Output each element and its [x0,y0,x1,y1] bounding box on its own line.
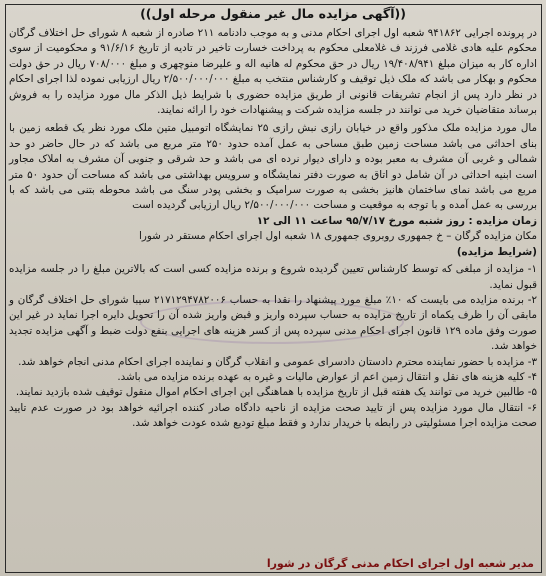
condition-item: ۳- مزایده با حضور نماینده محترم دادستان دادسرای عمومی و انقلاب گرگان و نماینده اجرای احکام مدنی انجام خواهد شد. [18,355,537,368]
property-description: مال مورد مزایده ملک مذکور واقع در خیابان رازی نبش رازی ۲۵ نمایشگاه اتومبیل متین ملک مورد نظر یک قطعه زمین با بنای احداثی می باشد مساحت زمین طبق مساحی به عمل آمده حدود ۲۵۰ متر مربع می باشد که در حال حاضر دو حد شمالی و غربی آن مشرف به معبر بوده و دارای دیوار نرده ای می باشد و حد شرقی و جنوبی آن مشرف به املاک مجاور است ابنیه احداثی در آن شامل دو اتاق به صورت دفتر نمایشگاه و سرویس بهداشتی می باشد که مساحت آن حدود ۵۰ متر مربع می باشد نمای ساختمان هانیز بخشی به صورت سرامیک و بخشی پودر سنگ می باشد محوطه بتنی می باشد که با بررسی به عمل آمده و با توجه به موقعیت و مساحت ۲/۵۰۰/۰۰۰/۰۰۰ ریال ارزیابی گردیده است [9,122,538,212]
conditions-heading: (شرایط مزایده) [456,245,537,258]
condition-item: ۲- برنده مزایده می بایست که ۱۰٪ مبلغ مورد پیشنهاد را نقدا به حساب ۲۱۷۱۲۹۴۷۸۲۰۰۶ سیبا شورای حل اختلاف گرگان و مابقی آن را ظرف یکماه از تاریخ مزایده به حساب سپرده واریز و قبض واریز شده آن را تحویل دایره اجرا نماید در غیر این صورت وفق ماده ۱۲۹ قانون اجرای احکام مدنی سپرده پس از کسر هزینه های اجرایی بنفع دولت ضبط و آگهی مزایده تجدید خواهد شد. [9,293,537,353]
conditions-list [9,262,537,431]
condition-item: ۱- مزایده از مبلغی که توسط کارشناس تعیین گردیده شروع و برنده مزایده کسی است که بالاترین مبلغ را در جلسه مزایده قبول نماید. [9,263,537,291]
auction-date: زمان مزایده : روز شنبه مورخ ۹۵/۷/۱۷ ساعت ۱۱ الی ۱۲ [256,214,537,227]
notice-title: ((آگهی مزایده مال غیر منقول مرحله اول)) [140,6,406,21]
condition-item: ۴- کلیه هزینه های نقل و انتقال زمین اعم از عوارض مالیات و غیره به عهده برنده مزایده می باشد. [117,370,537,383]
intro-paragraph: در پرونده اجرایی ۹۴۱۸۶۲ شعبه اول اجرای احکام مدنی و به موجب دادنامه ۲۱۱ صادره از شعبه ۸ شورای حل اختلاف گرگان محکوم علیه هادی غلامی فرزند ف غلامعلی محکوم به پرداخت خسارت تاخیر در تادیه از تاریخ ۹۱/۶/۱۶ و محکومیت از سوی اداره کار به میزان مبلغ ۱۹/۴۰۸/۹۴۱ ریال در حق محکوم له هانیه اله و علیرضا منوچهری و مبلغ ۷۰۸/۰۰۰ ریال در حق دولت محکوم و بهکار می باشد که ملک ذیل توقیف و کارشناس منتخب به مبلغ ۲/۵۰۰/۰۰۰/۰۰۰ ریال ارزیابی نموده لذا اجرای احکام در نظر دارد پس از انجام تشریفات قانونی از طریق مزایده حضوری با شرایط ذیل الذکر مال مورد مزایده را به فروش برساند متقاضیان خرید می توانند در جلسه مزایده شرکت و پیشنهادات خود را ارائه نمایند. [9,27,538,117]
signature-line: مدیر شعبه اول اجرای احکام مدنی گرگان در شورا [266,557,534,570]
condition-item: ۵- طالبین خرید می توانند یک هفته قبل از تاریخ مزایده با هماهنگی این اجرای احکام اموال منقول توقیف شده بازدید نمایند. [15,386,537,399]
notice-body [9,26,537,432]
condition-item: ۶- انتقال مال مورد مزایده پس از تایید صحت مزایده از ناحیه دادگاه صادر کننده اجرائیه خواهد بود در صورت عدم تایید صحت مزایده اجرا مسئولیتی در رابطه با خریدار ندارد و فقط مبلغ تودیع شده عودت خواهد شد. [9,401,537,430]
auction-place: مکان مزایده گرگان – خ جمهوری روبروی جمهوری ۱۸ شعبه اول اجرای احکام مستقر در شورا [139,230,537,243]
